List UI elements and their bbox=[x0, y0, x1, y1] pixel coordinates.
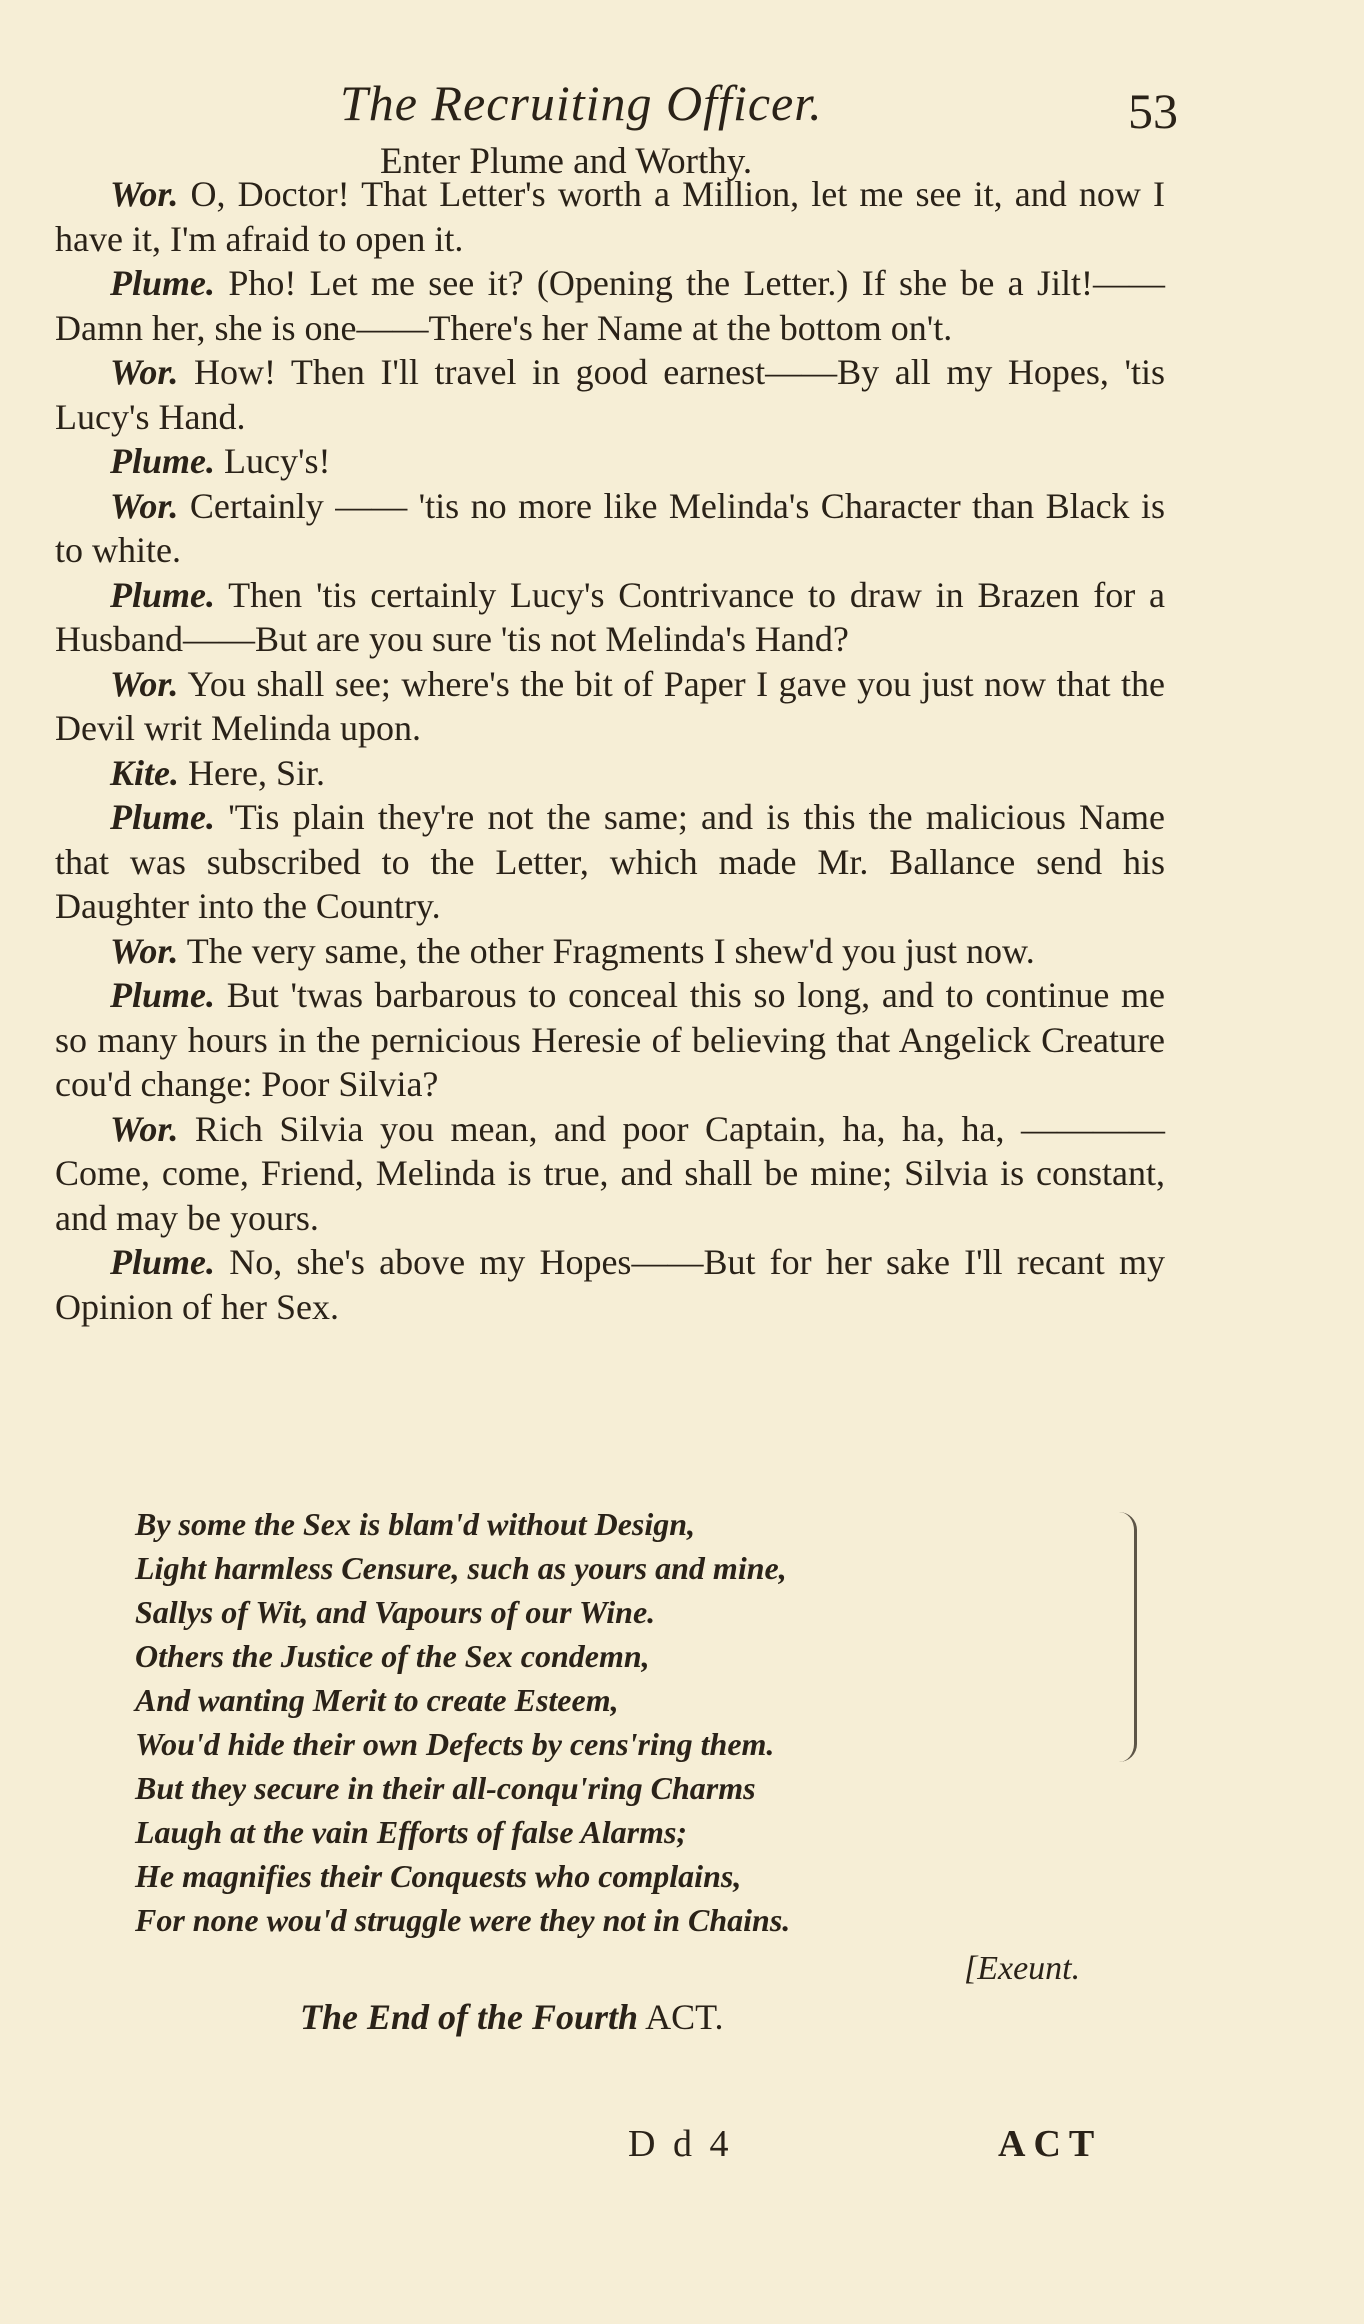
speech-text: How! Then I'll travel in good earnest——By all my Hopes, 'tis Lucy's Hand. bbox=[55, 352, 1165, 437]
speaker: Wor. bbox=[110, 930, 179, 971]
speaker: Wor. bbox=[110, 1108, 179, 1149]
speech-text: 'Tis plain they're not the same; and is this the malicious Name that was subscribed to the Letter, which made Mr. Ballance send his Daughter into the Country. bbox=[55, 797, 1166, 926]
song-line: Wou'd hide their own Defects by cens'ring them. bbox=[135, 1726, 775, 1762]
song-line: Laugh at the vain Efforts of false Alarms; bbox=[135, 1814, 688, 1850]
running-title: The Recruiting Officer. bbox=[340, 75, 823, 131]
speech-text: You shall see; where's the bit of Paper I gave you just now that the Devil writ Melinda upon. bbox=[55, 663, 1165, 748]
speaker: Wor. bbox=[110, 174, 179, 214]
speaker: Plume. bbox=[110, 797, 215, 837]
speaker: Plume. bbox=[110, 574, 215, 615]
speech bbox=[55, 973, 1165, 1107]
song-line: Others the Justice of the Sex condemn, bbox=[135, 1638, 650, 1674]
stage-direction-exeunt: [Exeunt. bbox=[964, 1950, 1081, 1987]
speech bbox=[55, 573, 1165, 662]
speaker: Wor. bbox=[110, 663, 179, 704]
speech bbox=[55, 795, 1165, 929]
triplet-brace-mark bbox=[1104, 1512, 1137, 1762]
speech-text: No, she's above my Hopes——But for her sake I'll recant my Opinion of her Sex. bbox=[55, 1242, 1165, 1327]
song-verse bbox=[135, 1502, 1175, 1942]
dialogue bbox=[55, 172, 1165, 1329]
speech bbox=[55, 350, 1165, 439]
speech bbox=[55, 929, 1165, 974]
signature-mark: D d 4 bbox=[628, 2123, 733, 2165]
song-line: Sallys of Wit, and Vapours of our Wine. bbox=[135, 1594, 656, 1630]
song-line: But they secure in their all-conqu'ring Charms bbox=[135, 1770, 756, 1806]
catchword: ACT bbox=[998, 2123, 1103, 2165]
song-line: He magnifies their Conquests who complains, bbox=[135, 1858, 742, 1894]
song-line: Light harmless Censure, such as yours and mine, bbox=[135, 1550, 787, 1586]
speech bbox=[55, 484, 1165, 573]
speaker: Wor. bbox=[110, 485, 179, 526]
speech-text: Lucy's! bbox=[224, 441, 331, 481]
speech-text: Pho! Let me see it? (Opening the Letter.) If she be a Jilt!——Damn her, she is one——There's her Name at the bottom on't. bbox=[55, 263, 1165, 348]
speech-text: The very same, the other Fragments I shew'd you just now. bbox=[186, 930, 1035, 971]
page-header bbox=[0, 64, 1364, 144]
speech-text: But 'twas barbarous to conceal this so long, and to continue me so many hours in the pernicious Heresie of believing that Angelick Creature cou'd change: Poor Silvia? bbox=[55, 975, 1166, 1104]
speaker: Plume. bbox=[110, 975, 215, 1015]
speech bbox=[55, 261, 1165, 350]
song-line: And wanting Merit to create Esteem, bbox=[135, 1682, 619, 1718]
page-number: 53 bbox=[1128, 83, 1178, 139]
speech bbox=[55, 1107, 1165, 1241]
page-footer bbox=[0, 2122, 1364, 2182]
speech bbox=[55, 662, 1165, 751]
song-line: For none wou'd struggle were they not in Chains. bbox=[135, 1902, 791, 1938]
speaker: Plume. bbox=[110, 441, 215, 481]
speech-text: Then 'tis certainly Lucy's Contrivance to draw in Brazen for a Husband——But are you sure 'tis not Melinda's Hand? bbox=[55, 574, 1165, 659]
end-of-act bbox=[300, 1996, 723, 2038]
speech-text: Here, Sir. bbox=[188, 752, 325, 793]
end-of-act-italic: The End of the Fourth bbox=[300, 1997, 639, 2037]
speech bbox=[55, 751, 1165, 796]
speaker: Plume. bbox=[110, 1242, 215, 1282]
speech bbox=[55, 439, 1165, 484]
song-line: By some the Sex is blam'd without Design, bbox=[135, 1506, 696, 1542]
stage-direction-enter: Enter Plume and Worthy. bbox=[380, 141, 753, 182]
speech bbox=[55, 172, 1165, 261]
speech-text: Certainly —— 'tis no more like Melinda's Character than Black is to white. bbox=[55, 485, 1166, 570]
speaker: Plume. bbox=[110, 263, 215, 303]
end-of-act-roman: ACT. bbox=[645, 1997, 724, 2037]
speech-text: O, Doctor! That Letter's worth a Million, let me see it, and now I have it, I'm afraid to open it. bbox=[55, 174, 1166, 259]
speaker: Kite. bbox=[110, 752, 179, 793]
speech-text: Rich Silvia you mean, and poor Captain, ha, ha, ha, ———— Come, come, Friend, Melinda is true, and shall be mine; Silvia is constant, and may be yours. bbox=[55, 1108, 1165, 1238]
speaker: Wor. bbox=[110, 352, 179, 392]
speech bbox=[55, 1240, 1165, 1329]
